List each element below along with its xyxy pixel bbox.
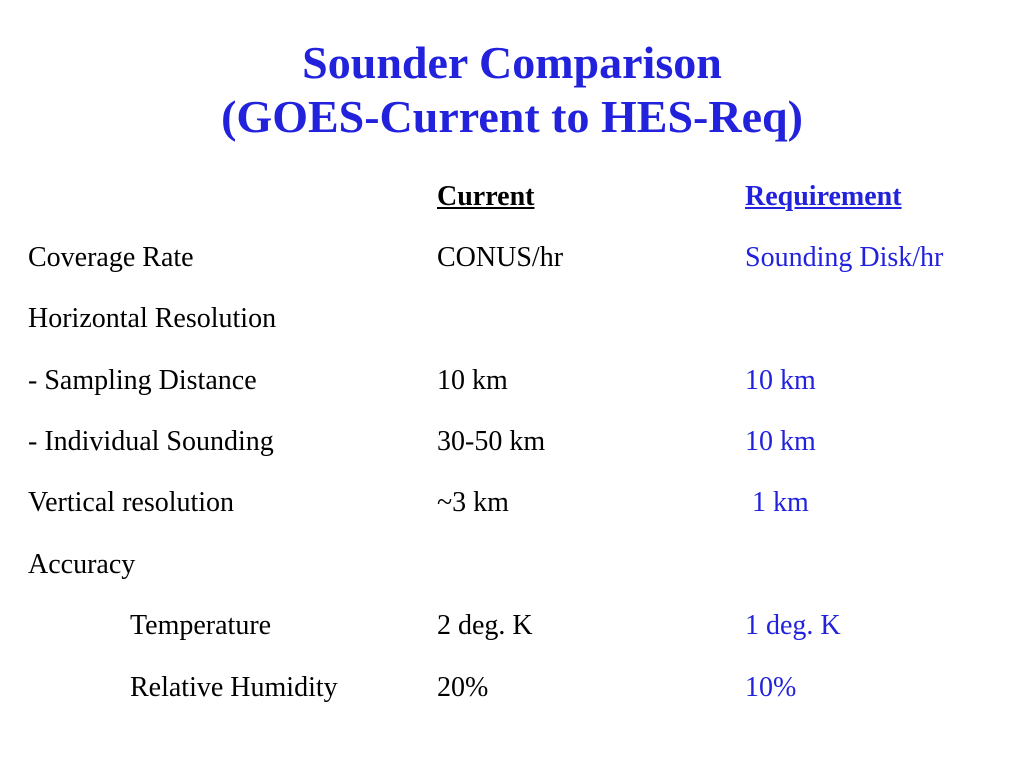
table-row <box>0 299 1024 339</box>
row-current: ~3 km <box>437 487 509 518</box>
table-row <box>0 606 1024 646</box>
title-line-1: Sounder Comparison <box>302 37 722 88</box>
row-requirement: Sounding Disk/hr <box>745 242 944 273</box>
column-header-requirement: Requirement <box>745 181 902 212</box>
column-header-current: Current <box>437 181 535 212</box>
row-label: - Sampling Distance <box>28 365 257 396</box>
table-header <box>0 177 1024 217</box>
row-label: Temperature <box>130 610 272 641</box>
row-label: Horizontal Resolution <box>28 303 277 334</box>
row-current: CONUS/hr <box>437 242 564 273</box>
row-label: Coverage Rate <box>28 242 194 273</box>
table-row <box>0 545 1024 585</box>
row-label: Relative Humidity <box>130 672 338 703</box>
row-requirement: 10% <box>745 672 797 703</box>
table-row <box>0 422 1024 462</box>
row-label: Accuracy <box>28 549 136 580</box>
row-current: 2 deg. K <box>437 610 533 641</box>
row-requirement: 10 km <box>745 426 816 457</box>
row-current: 10 km <box>437 365 508 396</box>
row-requirement: 1 km <box>745 487 809 518</box>
table-row <box>0 668 1024 708</box>
table-row <box>0 483 1024 523</box>
row-requirement: 10 km <box>745 365 816 396</box>
row-requirement: 1 deg. K <box>745 610 841 641</box>
row-label: Vertical resolution <box>28 487 235 518</box>
title-line-2: (GOES-Current to HES-Req) <box>221 91 803 142</box>
row-current: 30-50 km <box>437 426 546 457</box>
table-row <box>0 238 1024 278</box>
slide-title <box>0 36 1024 144</box>
row-current: 20% <box>437 672 489 703</box>
table-row <box>0 361 1024 401</box>
row-label: - Individual Sounding <box>28 426 274 457</box>
